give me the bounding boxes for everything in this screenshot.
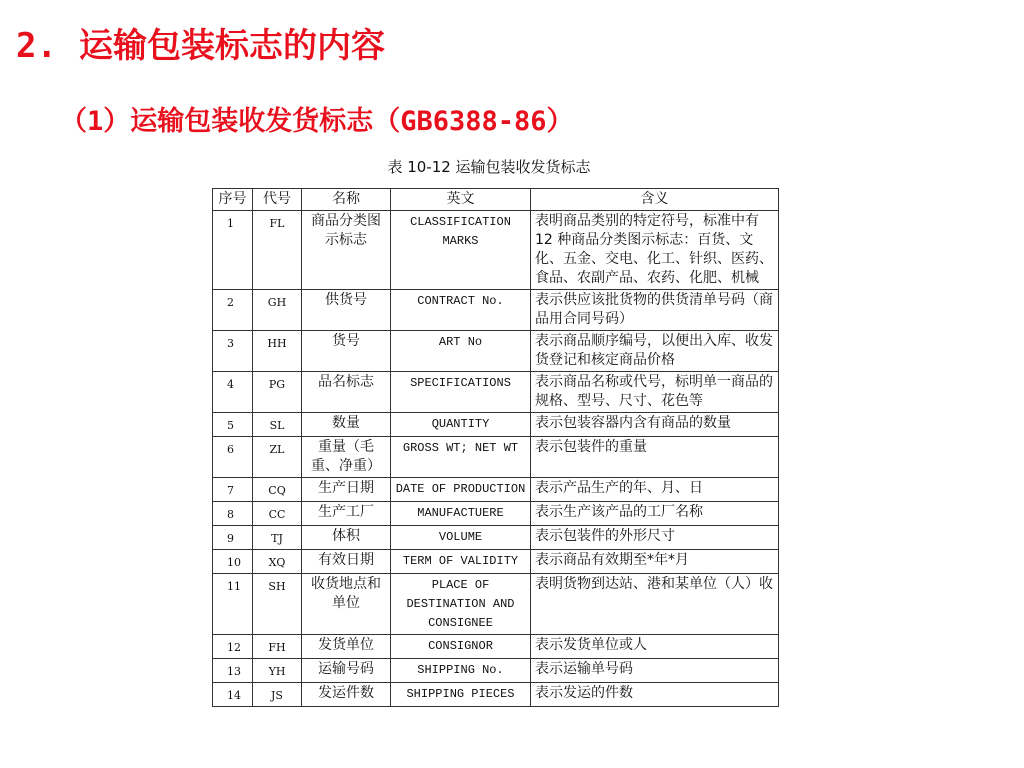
table-row [213,331,779,372]
cell-name: 生产日期 [302,478,391,502]
slide-title-number: 2. [16,26,57,66]
cell-code: SL [253,413,302,437]
table-container [212,188,778,707]
cell-english: SPECIFICATIONS [391,372,531,413]
cell-name: 发运件数 [302,683,391,707]
cell-index: 13 [213,659,253,683]
cell-code: FL [253,211,302,290]
cell-code: YH [253,659,302,683]
cell-index: 7 [213,478,253,502]
cell-meaning: 表示供应该批货物的供货清单号码（商品用合同号码） [531,290,779,331]
cell-index: 1 [213,211,253,290]
header-cell-english: 英文 [391,189,531,211]
cell-index: 3 [213,331,253,372]
header-cell-name: 名称 [302,189,391,211]
slide-title-text: 运输包装标志的内容 [78,26,385,66]
cell-name: 体积 [302,526,391,550]
cell-meaning: 表示商品有效期至*年*月 [531,550,779,574]
cell-english: GROSS WT; NET WT [391,437,531,478]
cell-code: JS [253,683,302,707]
slide-subtitle: （1）运输包装收发货标志（GB6388-86） [60,106,574,137]
cell-index: 10 [213,550,253,574]
cell-meaning: 表示产品生产的年、月、日 [531,478,779,502]
cell-english: VOLUME [391,526,531,550]
cell-english: CLASSIFICATION MARKS [391,211,531,290]
cell-name: 生产工厂 [302,502,391,526]
cell-code: PG [253,372,302,413]
cell-name: 重量（毛重、净重） [302,437,391,478]
cell-english: TERM OF VALIDITY [391,550,531,574]
table-row [213,526,779,550]
table-row [213,502,779,526]
table-row [213,372,779,413]
cell-meaning: 表示包装容器内含有商品的数量 [531,413,779,437]
cell-index: 14 [213,683,253,707]
table-caption: 表 10-12 运输包装收发货标志 [387,158,591,176]
cell-name: 品名标志 [302,372,391,413]
cell-index: 5 [213,413,253,437]
table-row [213,478,779,502]
cell-meaning: 表示商品顺序编号，以便出入库、收发货登记和核定商品价格 [531,331,779,372]
cell-meaning: 表示运输单号码 [531,659,779,683]
cell-english: PLACE OF DESTINATION AND CONSIGNEE [391,574,531,635]
cell-meaning: 表示发货单位或人 [531,635,779,659]
table-row [213,290,779,331]
table-header-row [213,189,779,211]
table-row [213,683,779,707]
table-row [213,413,779,437]
cell-code: SH [253,574,302,635]
table-body [213,211,779,707]
table-row [213,635,779,659]
cell-index: 9 [213,526,253,550]
cell-english: QUANTITY [391,413,531,437]
header-cell-meaning: 含义 [531,189,779,211]
cell-code: ZL [253,437,302,478]
cell-index: 12 [213,635,253,659]
cell-code: CC [253,502,302,526]
table-row [213,574,779,635]
cell-name: 货号 [302,331,391,372]
cell-index: 6 [213,437,253,478]
cell-index: 2 [213,290,253,331]
cell-name: 商品分类图示标志 [302,211,391,290]
cell-name: 发货单位 [302,635,391,659]
header-cell-index: 序号 [213,189,253,211]
cell-code: FH [253,635,302,659]
table-row [213,437,779,478]
cell-code: TJ [253,526,302,550]
cell-english: SHIPPING PIECES [391,683,531,707]
cell-english: SHIPPING No. [391,659,531,683]
cell-english: ART No [391,331,531,372]
cell-name: 数量 [302,413,391,437]
cell-name: 运输号码 [302,659,391,683]
slide-title [16,24,385,68]
cell-meaning: 表明商品类别的特定符号，标准中有 12 种商品分类图示标志：百货、文化、五金、交电、化工、针织、医药、食品、农副产品、农药、化肥、机械 [531,211,779,290]
cell-code: XQ [253,550,302,574]
cell-name: 收货地点和单位 [302,574,391,635]
cell-english: DATE OF PRODUCTION [391,478,531,502]
cell-index: 11 [213,574,253,635]
cell-code: GH [253,290,302,331]
cell-meaning: 表示包装件的重量 [531,437,779,478]
cell-english: CONSIGNOR [391,635,531,659]
table-row [213,659,779,683]
cell-index: 4 [213,372,253,413]
cell-meaning: 表示发运的件数 [531,683,779,707]
cell-code: CQ [253,478,302,502]
table-row [213,550,779,574]
cell-meaning: 表示商品名称或代号，标明单一商品的规格、型号、尺寸、花色等 [531,372,779,413]
cell-meaning: 表示包装件的外形尺寸 [531,526,779,550]
header-cell-code: 代号 [253,189,302,211]
cell-meaning: 表示生产该产品的工厂名称 [531,502,779,526]
cell-code: HH [253,331,302,372]
shipping-marks-table [212,188,779,707]
cell-index: 8 [213,502,253,526]
cell-name: 有效日期 [302,550,391,574]
cell-name: 供货号 [302,290,391,331]
cell-english: CONTRACT No. [391,290,531,331]
cell-meaning: 表明货物到达站、港和某单位（人）收 [531,574,779,635]
cell-english: MANUFACTUERE [391,502,531,526]
table-row [213,211,779,290]
